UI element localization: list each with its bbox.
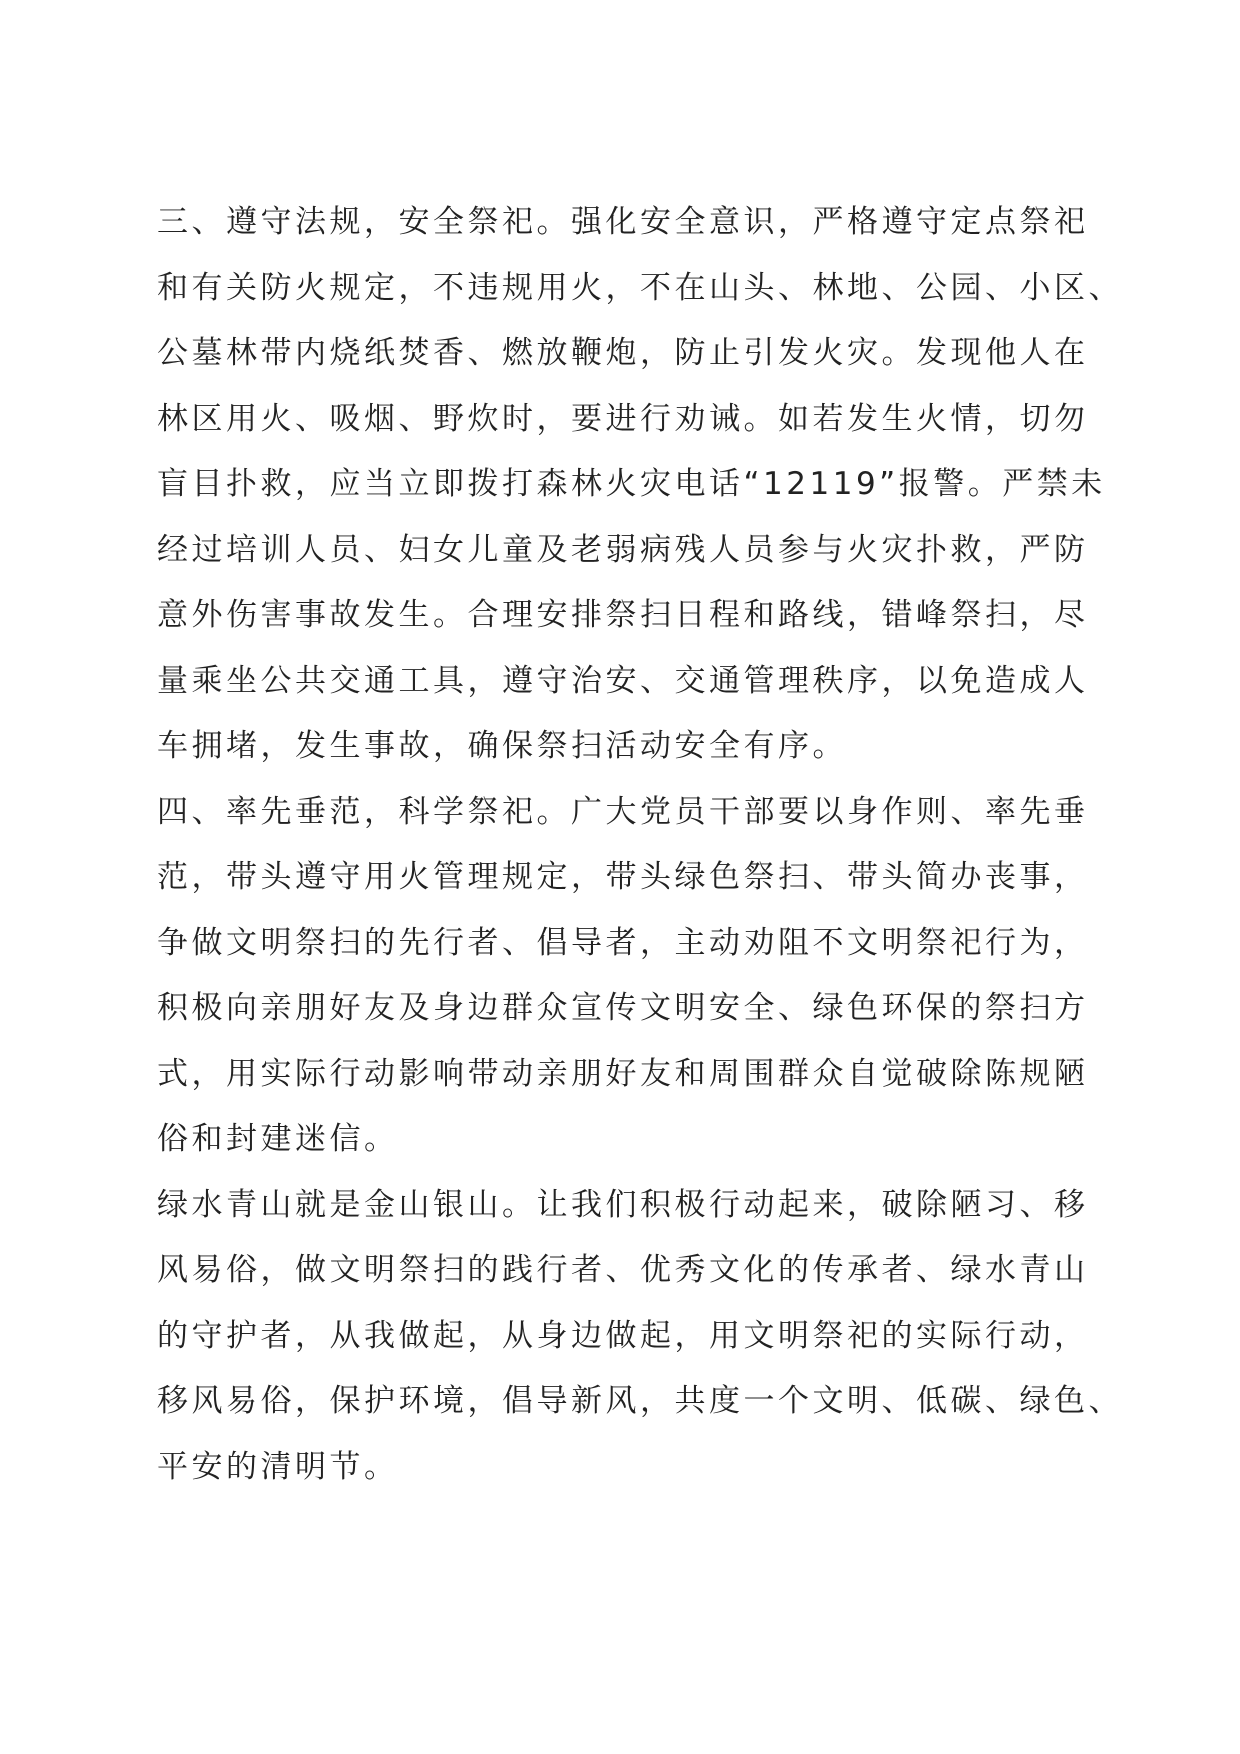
text-line: 经过培训人员、妇女儿童及老弱病残人员参与火灾扑救，严防	[157, 531, 1089, 568]
text-line: 三、遵守法规，安全祭祀。强化安全意识，严格遵守定点祭祀	[157, 204, 1089, 240]
text-line: 移风易俗，保护环境，倡导新风，共度一个文明、低碳、绿色、	[157, 1383, 1123, 1419]
paragraph-closing	[157, 1173, 1123, 1501]
text-line: 公墓林带内烧纸焚香、燃放鞭炮，防止引发火灾。发现他人在	[157, 335, 1089, 371]
text-line: 的守护者，从我做起，从身边做起，用文明祭祀的实际行动，	[157, 1317, 1089, 1354]
text-line: 盲目扑救，应当立即拨打森林火灾电话“12119”报警。严禁未	[157, 466, 1106, 502]
text-line: 林区用火、吸烟、野炊时，要进行劝诫。如若发生火情，切勿	[157, 400, 1089, 437]
text-line: 式，用实际行动影响带动亲朋好友和周围群众自觉破除陈规陋	[157, 1055, 1089, 1092]
text-line: 俗和封建迷信。	[157, 1121, 399, 1157]
text-line: 绿水青山就是金山银山。让我们积极行动起来，破除陋习、移	[157, 1186, 1089, 1223]
text-line: 平安的清明节。	[157, 1448, 399, 1485]
text-line: 范，带头遵守用火管理规定，带头绿色祭扫、带头简办丧事，	[157, 859, 1089, 895]
text-line: 四、率先垂范，科学祭祀。广大党员干部要以身作则、率先垂	[157, 793, 1089, 830]
paragraph-section-four	[157, 780, 1097, 1173]
text-line: 和有关防火规定，不违规用火，不在山头、林地、公园、小区、	[157, 269, 1123, 306]
text-line: 意外伤害事故发生。合理安排祭扫日程和路线，错峰祭扫，尽	[157, 597, 1089, 633]
text-line: 车拥堵，发生事故，确保祭扫活动安全有序。	[157, 728, 847, 764]
text-line: 积极向亲朋好友及身边群众宣传文明安全、绿色环保的祭扫方	[157, 990, 1089, 1026]
paragraph-section-three	[157, 190, 1123, 780]
text-line: 争做文明祭扫的先行者、倡导者，主动劝阻不文明祭祀行为，	[157, 924, 1089, 961]
text-line: 风易俗，做文明祭扫的践行者、优秀文化的传承者、绿水青山	[157, 1252, 1089, 1288]
text-line: 量乘坐公共交通工具，遵守治安、交通管理秩序，以免造成人	[157, 662, 1089, 699]
document-body	[157, 190, 1123, 1500]
